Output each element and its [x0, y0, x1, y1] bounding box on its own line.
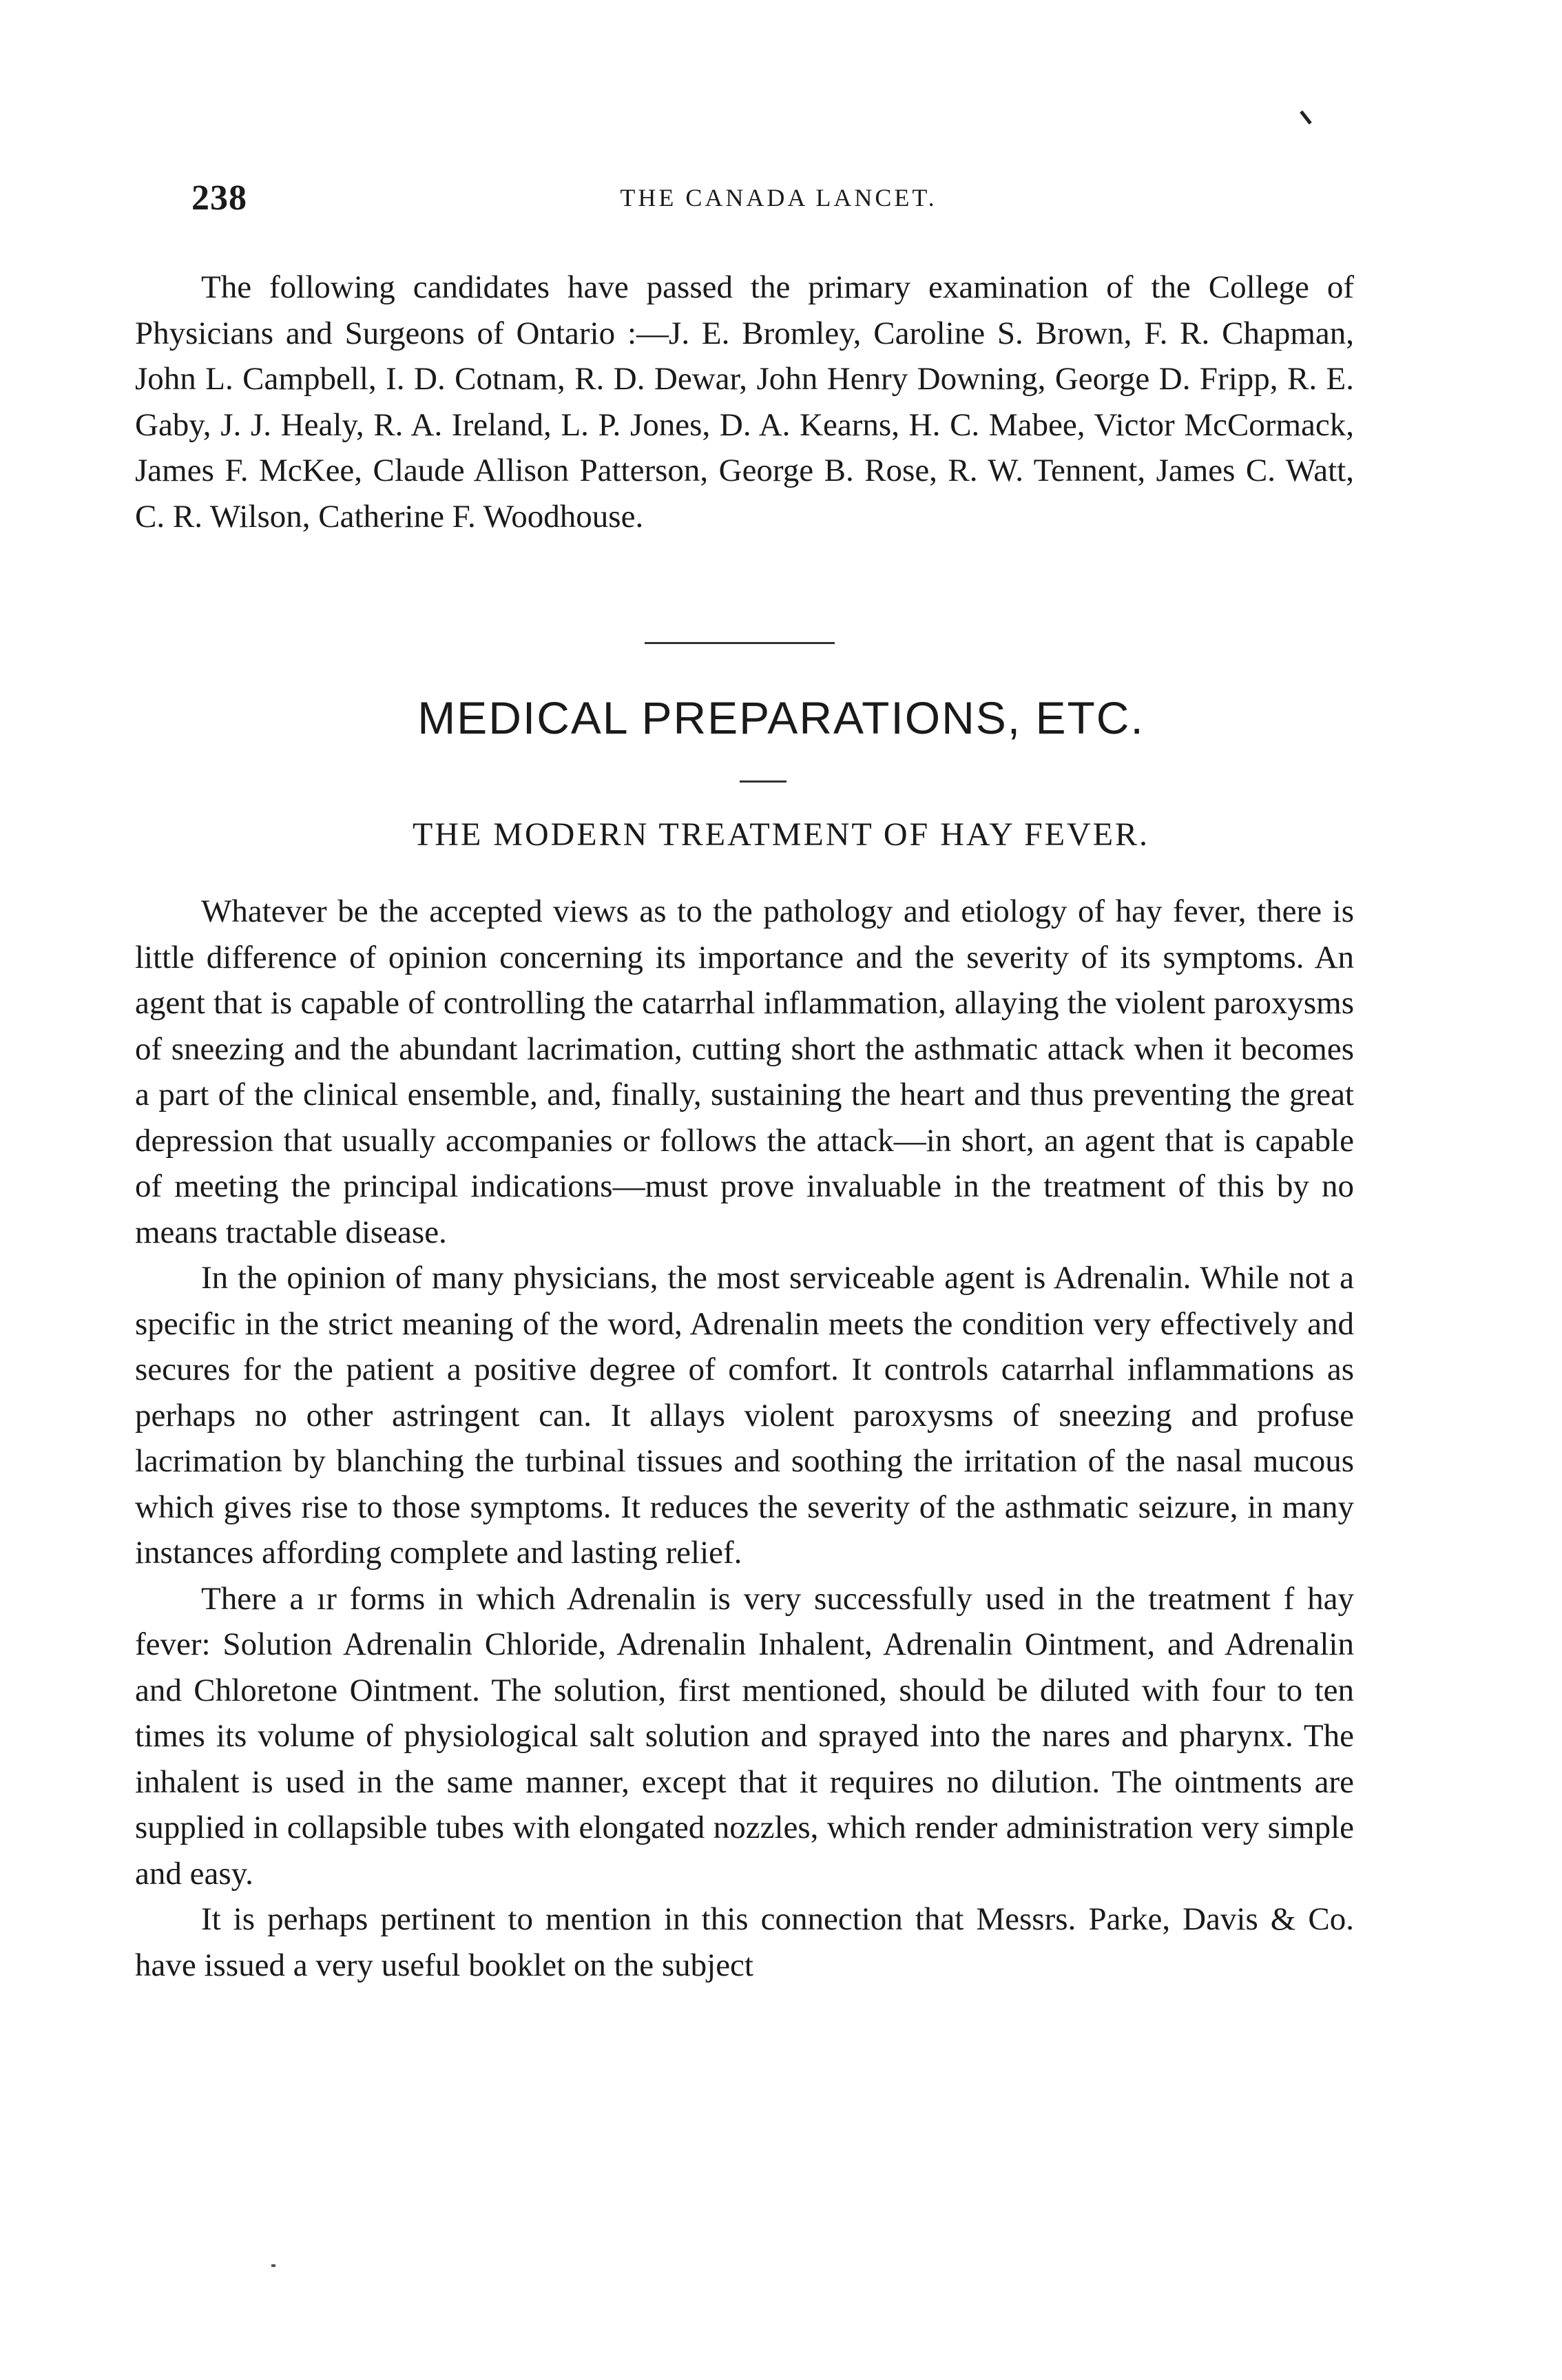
article-paragraph-4: It is perhaps pertinent to mention in this connection that Messrs. Parke, Davis & Co. have issued a very useful booklet on the subject [135, 1901, 1354, 1983]
article-paragraph-3: There a ır forms in which Adrenalin is very successfully used in the treatment f hay fever: Solution Adrenalin Chloride, Adrenalin Inhalent, Adrenalin Ointment, and Adrenalin and Chloretone Ointment. The solution, first mentioned, should be diluted with four to ten times its volume of physiological salt solution and sprayed into the nares and pharynx. The inhalent is used in the same manner, except that it requires no dilution. The ointments are supplied in collapsible tubes with elongated nozzles, which render administration very simple and easy. [135, 1580, 1354, 1892]
scan-speck [271, 2264, 275, 2267]
section-heading: MEDICAL PREPARATIONS, ETC. [417, 692, 1145, 743]
article-paragraph-1: Whatever be the accepted views as to the pathology and etiology of hay fever, there is little difference of opinion concerning its importance and the severity of its symptoms. An agent that is capable of controlling the catarrhal inflammation, allaying the violent paroxysms of sneezing and the abundant lacrimation, cutting short the asthmatic attack when it becomes a part of the clinical ensemble, and, finally, sustaining the heart and thus preventing the great depression that usually accompanies or follows the attack—in short, an agent that is capable of meeting the principal indications—must prove invaluable in the treatment of this by no means tractable disease. [135, 893, 1354, 1250]
page-number: 238 [191, 178, 247, 218]
article-paragraph-2: In the opinion of many physicians, the most serviceable agent is Adrenalin. While not a specific in the strict meaning of the word, Adrenalin meets the condition very effectively and secures for the patient a positive degree of comfort. It controls catarrhal inflammations as perhaps no other astringent can. It allays violent paroxysms of sneezing and profuse lacrimation by blanching the turbinal tissues and soothing the irritation of the nasal mucous which gives rise to those symptoms. It reduces the severity of the asthmatic seizure, in many instances affording complete and lasting relief. [135, 1260, 1354, 1571]
section-divider-rule [645, 642, 835, 644]
heading-underline-rule [740, 780, 787, 783]
journal-title: THE CANADA LANCET. [620, 184, 937, 211]
intro-block [135, 265, 1354, 539]
running-head [191, 178, 1366, 219]
ink-tick-mark [1300, 110, 1311, 124]
candidates-paragraph: The following candidates have passed the primary examination of the College of Physicians and Surgeons of Ontario :—J. E. Bromley, Caroline S. Brown, F. R. Chapman, John L. Campbell, I. D. Cotnam, R. D. Dewar, John Henry Downing, George D. Fripp, R. E. Gaby, J. J. Healy, R. A. Ireland, L. P. Jones, D. A. Kearns, H. C. Mabee, Victor McCormack, James F. McKee, Claude Allison Patterson, George B. Rose, R. W. Tennent, James C. Watt, C. R. Wilson, Catherine F. Woodhouse. [135, 269, 1354, 535]
article-title: THE MODERN TREATMENT OF HAY FEVER. [412, 816, 1150, 853]
article-body [135, 889, 1354, 1988]
